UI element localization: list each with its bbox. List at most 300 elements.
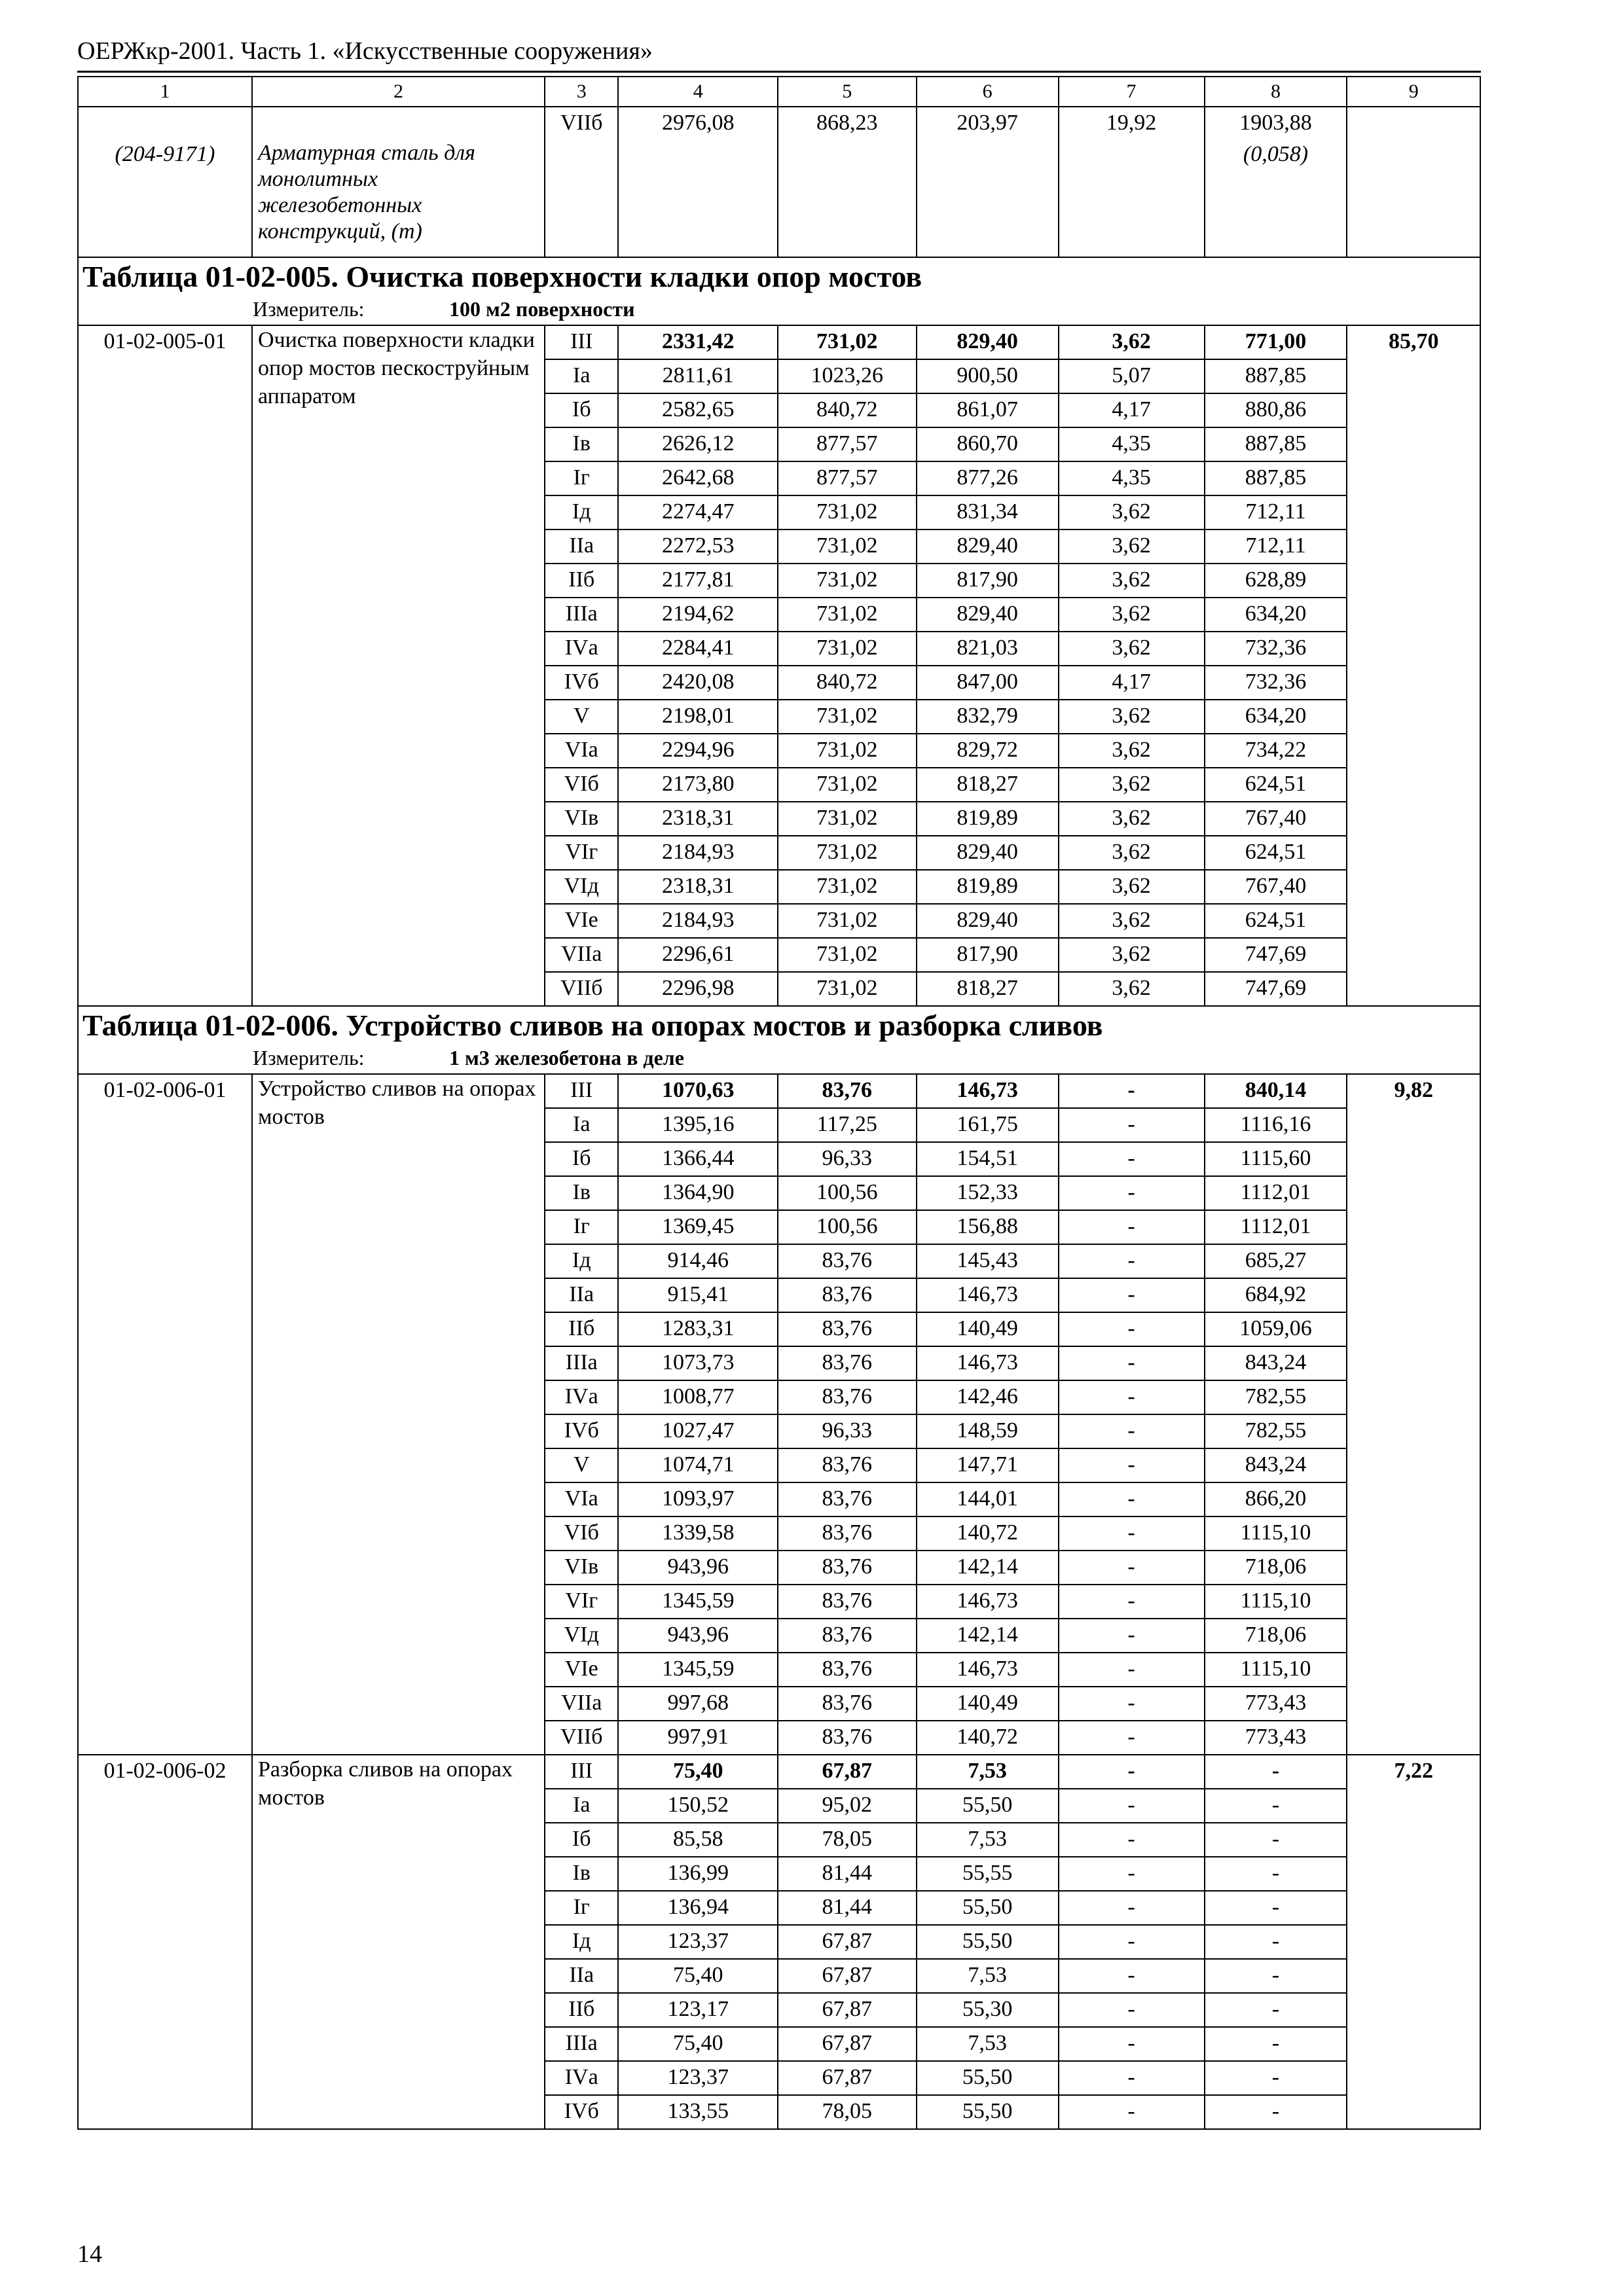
value-cell: 2811,61 bbox=[618, 359, 777, 393]
column-number: 2 bbox=[252, 77, 545, 107]
zone-cell: VIIб bbox=[545, 1721, 619, 1755]
zone-cell: VIд bbox=[545, 870, 619, 904]
value-cell: 161,75 bbox=[917, 1108, 1059, 1142]
zone-cell: V bbox=[545, 1448, 619, 1482]
value-cell: 75,40 bbox=[618, 2027, 777, 2061]
value-cell: 731,02 bbox=[778, 734, 917, 768]
value-cell: 85,58 bbox=[618, 1823, 777, 1857]
value-cell: 860,70 bbox=[917, 427, 1059, 461]
zone-cell: Iа bbox=[545, 359, 619, 393]
value-cell: 55,50 bbox=[917, 1925, 1059, 1959]
value-cell: 146,73 bbox=[917, 1278, 1059, 1312]
zone-cell: VIв bbox=[545, 802, 619, 836]
value-cell: - bbox=[1059, 1619, 1205, 1653]
value-cell: 81,44 bbox=[778, 1857, 917, 1891]
value-cell: - bbox=[1059, 1278, 1205, 1312]
value-cell: - bbox=[1059, 1312, 1205, 1346]
zone-cell: IIIа bbox=[545, 1346, 619, 1380]
value-cell: 1073,73 bbox=[618, 1346, 777, 1380]
item-description: Очистка поверхности кладки опор мостов пескоструйным аппаратом bbox=[252, 325, 545, 1006]
value-cell: 83,76 bbox=[778, 1380, 917, 1414]
value-cell: 83,76 bbox=[778, 1687, 917, 1721]
measurement-unit-value: 100 м2 поверхности bbox=[449, 297, 635, 321]
value-cell: 997,68 bbox=[618, 1687, 777, 1721]
value-cell: 712,11 bbox=[1205, 529, 1347, 564]
labor-cost-cell: 7,22 bbox=[1347, 1755, 1480, 2129]
zone-cell: VIб bbox=[545, 768, 619, 802]
zone-cell: IVб bbox=[545, 666, 619, 700]
value-cell: 1112,01 bbox=[1205, 1176, 1347, 1210]
value-cell: 96,33 bbox=[778, 1414, 917, 1448]
zone-cell: III bbox=[545, 1755, 619, 1789]
table-title: Таблица 01-02-005. Очистка поверхности кладки опор мостов bbox=[82, 260, 922, 293]
value-cell: - bbox=[1205, 2027, 1347, 2061]
value-cell: - bbox=[1059, 1482, 1205, 1516]
price-table bbox=[77, 76, 1481, 2130]
value-cell: 731,02 bbox=[778, 768, 917, 802]
value-cell: 1115,10 bbox=[1205, 1585, 1347, 1619]
zone-cell: III bbox=[545, 325, 619, 359]
material-code-text: (204-9171) bbox=[115, 142, 215, 166]
value-cell: - bbox=[1205, 2095, 1347, 2129]
value-cell: - bbox=[1059, 1993, 1205, 2027]
value-cell: 997,91 bbox=[618, 1721, 777, 1755]
value-cell: 1008,77 bbox=[618, 1380, 777, 1414]
zone-cell: VIIа bbox=[545, 1687, 619, 1721]
value-cell: 142,14 bbox=[917, 1619, 1059, 1653]
value-cell: 55,55 bbox=[917, 1857, 1059, 1891]
zone-cell: Iб bbox=[545, 1142, 619, 1176]
zone-cell: V bbox=[545, 700, 619, 734]
material-description bbox=[252, 107, 545, 257]
zone-cell: Iд bbox=[545, 1925, 619, 1959]
value-cell: - bbox=[1059, 1585, 1205, 1619]
measurement-unit-line bbox=[82, 1045, 1476, 1073]
value-cell: 731,02 bbox=[778, 598, 917, 632]
value-cell: 1345,59 bbox=[618, 1585, 777, 1619]
value-cell: 1395,16 bbox=[618, 1108, 777, 1142]
value-cell: 2194,62 bbox=[618, 598, 777, 632]
value-cell: 829,40 bbox=[917, 529, 1059, 564]
value-cell: - bbox=[1059, 1516, 1205, 1551]
value-cell: 732,36 bbox=[1205, 666, 1347, 700]
column-number: 1 bbox=[78, 77, 252, 107]
item-code: 01-02-006-02 bbox=[78, 1755, 252, 2129]
table-row bbox=[78, 1074, 1480, 1108]
value-cell: 3,62 bbox=[1059, 972, 1205, 1006]
value-cell: 861,07 bbox=[917, 393, 1059, 427]
value-cell: 2976,08 bbox=[618, 107, 777, 257]
value-cell: 2184,93 bbox=[618, 836, 777, 870]
value-cell: 83,76 bbox=[778, 1312, 917, 1346]
value-cell: 148,59 bbox=[917, 1414, 1059, 1448]
value-cell: 624,51 bbox=[1205, 904, 1347, 938]
zone-cell: IIа bbox=[545, 1959, 619, 1993]
value-cell: 731,02 bbox=[778, 802, 917, 836]
zone-cell: Iа bbox=[545, 1789, 619, 1823]
value-cell: 877,57 bbox=[778, 461, 917, 495]
zone-cell: IIа bbox=[545, 1278, 619, 1312]
value-cell: 144,01 bbox=[917, 1482, 1059, 1516]
value-cell: - bbox=[1059, 1244, 1205, 1278]
zone-cell: III bbox=[545, 1074, 619, 1108]
value-cell: 78,05 bbox=[778, 2095, 917, 2129]
measurement-unit-label: Измеритель: bbox=[253, 297, 365, 321]
value-cell: - bbox=[1205, 1925, 1347, 1959]
value-cell: 831,34 bbox=[917, 495, 1059, 529]
value-cell: - bbox=[1059, 2095, 1205, 2129]
value-cell: 767,40 bbox=[1205, 802, 1347, 836]
value-cell: 634,20 bbox=[1205, 598, 1347, 632]
value-cell: - bbox=[1205, 1993, 1347, 2027]
value-cell: 145,43 bbox=[917, 1244, 1059, 1278]
value-cell: 1369,45 bbox=[618, 1210, 777, 1244]
value-cell: 731,02 bbox=[778, 904, 917, 938]
zone-cell: VIг bbox=[545, 836, 619, 870]
zone-cell: Iг bbox=[545, 1210, 619, 1244]
value-cell: 2274,47 bbox=[618, 495, 777, 529]
table-title-cell bbox=[78, 257, 1480, 325]
item-description: Разборка сливов на опорах мостов bbox=[252, 1755, 545, 2129]
value-cell: 7,53 bbox=[917, 1755, 1059, 1789]
value-cell: 771,00 bbox=[1205, 325, 1347, 359]
value-cell: 67,87 bbox=[778, 1959, 917, 1993]
zone-cell: IVб bbox=[545, 1414, 619, 1448]
value-cell: - bbox=[1059, 1653, 1205, 1687]
table-row bbox=[78, 325, 1480, 359]
value-cell: 136,99 bbox=[618, 1857, 777, 1891]
value-cell: 1115,60 bbox=[1205, 1142, 1347, 1176]
value-cell: 123,37 bbox=[618, 1925, 777, 1959]
empty-cell bbox=[1347, 107, 1480, 257]
value-cell: - bbox=[1059, 1959, 1205, 1993]
value-cell: 7,53 bbox=[917, 1959, 1059, 1993]
value-cell: 140,72 bbox=[917, 1721, 1059, 1755]
value-cell: 817,90 bbox=[917, 564, 1059, 598]
value-cell: 83,76 bbox=[778, 1653, 917, 1687]
value-cell: 887,85 bbox=[1205, 461, 1347, 495]
value-cell: 133,55 bbox=[618, 2095, 777, 2129]
value-cell: 731,02 bbox=[778, 700, 917, 734]
value-cell: 1023,26 bbox=[778, 359, 917, 393]
value-cell: - bbox=[1205, 1755, 1347, 1789]
item-code: 01-02-006-01 bbox=[78, 1074, 252, 1755]
value-cell: 83,76 bbox=[778, 1244, 917, 1278]
value-cell: - bbox=[1059, 1755, 1205, 1789]
value-cell: 55,50 bbox=[917, 2061, 1059, 2095]
value-cell: 146,73 bbox=[917, 1074, 1059, 1108]
value-cell: - bbox=[1059, 1448, 1205, 1482]
value-cell: 55,50 bbox=[917, 2095, 1059, 2129]
value-cell: 829,72 bbox=[917, 734, 1059, 768]
value-cell: - bbox=[1059, 1891, 1205, 1925]
value-cell: - bbox=[1059, 1176, 1205, 1210]
value-cell: 83,76 bbox=[778, 1551, 917, 1585]
value-cell: 3,62 bbox=[1059, 802, 1205, 836]
labor-cost-cell: 85,70 bbox=[1347, 325, 1480, 1006]
value-cell: 819,89 bbox=[917, 870, 1059, 904]
value-cell: 634,20 bbox=[1205, 700, 1347, 734]
value-cell: - bbox=[1059, 1380, 1205, 1414]
value-cell: 628,89 bbox=[1205, 564, 1347, 598]
zone-cell: Iб bbox=[545, 393, 619, 427]
value-cell: 1339,58 bbox=[618, 1516, 777, 1551]
value-cell: 146,73 bbox=[917, 1346, 1059, 1380]
value-cell: 142,46 bbox=[917, 1380, 1059, 1414]
value-cell: 868,23 bbox=[778, 107, 917, 257]
value-cell: 3,62 bbox=[1059, 598, 1205, 632]
value-cell: 75,40 bbox=[618, 1755, 777, 1789]
zone-cell: Iб bbox=[545, 1823, 619, 1857]
value-cell: 847,00 bbox=[917, 666, 1059, 700]
value-cell: - bbox=[1205, 1823, 1347, 1857]
value-cell: 100,56 bbox=[778, 1176, 917, 1210]
value-cell: 4,17 bbox=[1059, 393, 1205, 427]
value-cell: 2184,93 bbox=[618, 904, 777, 938]
value-cell: 731,02 bbox=[778, 325, 917, 359]
value-cell: 3,62 bbox=[1059, 495, 1205, 529]
value-cell: 782,55 bbox=[1205, 1380, 1347, 1414]
value-cell: 203,97 bbox=[917, 107, 1059, 257]
value-cell: 67,87 bbox=[778, 1993, 917, 2027]
value-cell: 2296,61 bbox=[618, 938, 777, 972]
value-cell: - bbox=[1059, 1551, 1205, 1585]
value-cell: 731,02 bbox=[778, 632, 917, 666]
zone-cell: Iа bbox=[545, 1108, 619, 1142]
value-cell: 146,73 bbox=[917, 1653, 1059, 1687]
value-cell: 829,40 bbox=[917, 836, 1059, 870]
value-cell: 123,37 bbox=[618, 2061, 777, 2095]
zone-cell: VIб bbox=[545, 1516, 619, 1551]
column-number-row bbox=[78, 77, 1480, 107]
table-title-cell bbox=[78, 1006, 1480, 1074]
value-cell: 943,96 bbox=[618, 1619, 777, 1653]
column-number: 7 bbox=[1059, 77, 1205, 107]
carryover-row bbox=[78, 107, 1480, 257]
zone-cell: IIб bbox=[545, 1993, 619, 2027]
value-cell: 866,20 bbox=[1205, 1482, 1347, 1516]
value-cell: 3,62 bbox=[1059, 768, 1205, 802]
zone-cell: IIб bbox=[545, 1312, 619, 1346]
value-cell: 767,40 bbox=[1205, 870, 1347, 904]
value-cell: 2177,81 bbox=[618, 564, 777, 598]
value-cell: 732,36 bbox=[1205, 632, 1347, 666]
value-cell: 718,06 bbox=[1205, 1551, 1347, 1585]
value-cell: 3,62 bbox=[1059, 700, 1205, 734]
value-cell: 3,62 bbox=[1059, 529, 1205, 564]
value-cell: 1112,01 bbox=[1205, 1210, 1347, 1244]
value-cell: 1345,59 bbox=[618, 1653, 777, 1687]
value-cell-with-note bbox=[1205, 107, 1347, 257]
value-cell: 83,76 bbox=[778, 1721, 917, 1755]
value-cell: 83,76 bbox=[778, 1516, 917, 1551]
value-cell: 1366,44 bbox=[618, 1142, 777, 1176]
value-cell: 136,94 bbox=[618, 1891, 777, 1925]
value-cell: 75,40 bbox=[618, 1959, 777, 1993]
value-cell: 731,02 bbox=[778, 495, 917, 529]
zone-cell: VIIб bbox=[545, 107, 619, 257]
table-title-row bbox=[78, 1006, 1480, 1074]
header-rule bbox=[77, 71, 1481, 73]
value-cell: 840,72 bbox=[778, 666, 917, 700]
table-row bbox=[78, 1755, 1480, 1789]
value-cell: 887,85 bbox=[1205, 359, 1347, 393]
value-cell: 843,24 bbox=[1205, 1448, 1347, 1482]
value-cell: 840,14 bbox=[1205, 1074, 1347, 1108]
value-cell: 818,27 bbox=[917, 972, 1059, 1006]
measurement-unit-line bbox=[82, 296, 1476, 325]
value-cell: - bbox=[1205, 1857, 1347, 1891]
value-cell: 1364,90 bbox=[618, 1176, 777, 1210]
value-cell: - bbox=[1059, 1346, 1205, 1380]
value-cell: 829,40 bbox=[917, 325, 1059, 359]
value-cell: 3,62 bbox=[1059, 938, 1205, 972]
value-cell: 7,53 bbox=[917, 1823, 1059, 1857]
zone-cell: Iв bbox=[545, 427, 619, 461]
value-cell: 1093,97 bbox=[618, 1482, 777, 1516]
value-cell: - bbox=[1059, 1687, 1205, 1721]
value-cell: - bbox=[1059, 1789, 1205, 1823]
value-cell: 1074,71 bbox=[618, 1448, 777, 1482]
value-cell: 55,50 bbox=[917, 1789, 1059, 1823]
value-cell: 887,85 bbox=[1205, 427, 1347, 461]
value-cell: 821,03 bbox=[917, 632, 1059, 666]
column-number: 8 bbox=[1205, 77, 1347, 107]
value-cell: 819,89 bbox=[917, 802, 1059, 836]
value-cell: 55,50 bbox=[917, 1891, 1059, 1925]
value-cell: - bbox=[1059, 1210, 1205, 1244]
labor-cost-cell: 9,82 bbox=[1347, 1074, 1480, 1755]
value-cell: 67,87 bbox=[778, 1755, 917, 1789]
value-cell: 140,49 bbox=[917, 1312, 1059, 1346]
value-cell: 67,87 bbox=[778, 2027, 917, 2061]
zone-cell: Iд bbox=[545, 495, 619, 529]
column-number: 3 bbox=[545, 77, 619, 107]
value-cell: 624,51 bbox=[1205, 768, 1347, 802]
zone-cell: Iг bbox=[545, 461, 619, 495]
material-description-text: Арматурная сталь для монолитных железобетонных конструкций, (т) bbox=[257, 141, 475, 243]
value-cell: 731,02 bbox=[778, 564, 917, 598]
value-cell: 146,73 bbox=[917, 1585, 1059, 1619]
value-cell: 900,50 bbox=[917, 359, 1059, 393]
value-cell: 843,24 bbox=[1205, 1346, 1347, 1380]
value-cell: 154,51 bbox=[917, 1142, 1059, 1176]
zone-cell: IIб bbox=[545, 564, 619, 598]
column-number: 6 bbox=[917, 77, 1059, 107]
measurement-unit-value: 1 м3 железобетона в деле bbox=[449, 1046, 684, 1069]
value-cell: 3,62 bbox=[1059, 564, 1205, 598]
value-cell: 78,05 bbox=[778, 1823, 917, 1857]
value-cell: 1116,16 bbox=[1205, 1108, 1347, 1142]
value-cell: 829,40 bbox=[917, 904, 1059, 938]
value-cell: 19,92 bbox=[1059, 107, 1205, 257]
item-description: Устройство сливов на опорах мостов bbox=[252, 1074, 545, 1755]
value-cell: 7,53 bbox=[917, 2027, 1059, 2061]
value-cell: 156,88 bbox=[917, 1210, 1059, 1244]
value-cell: 2198,01 bbox=[618, 700, 777, 734]
value-cell: 2173,80 bbox=[618, 768, 777, 802]
value-cell: 3,62 bbox=[1059, 870, 1205, 904]
value-cell: 3,62 bbox=[1059, 325, 1205, 359]
value-cell: 2284,41 bbox=[618, 632, 777, 666]
value-cell: 140,49 bbox=[917, 1687, 1059, 1721]
value-cell: - bbox=[1205, 2061, 1347, 2095]
value-cell: - bbox=[1205, 1959, 1347, 1993]
column-number: 9 bbox=[1347, 77, 1480, 107]
page-number: 14 bbox=[77, 2240, 102, 2268]
zone-cell: IIIа bbox=[545, 2027, 619, 2061]
value-cell: - bbox=[1059, 1721, 1205, 1755]
value-cell: 3,62 bbox=[1059, 734, 1205, 768]
value-cell: 773,43 bbox=[1205, 1687, 1347, 1721]
value-cell: 67,87 bbox=[778, 2061, 917, 2095]
value-cell: 2272,53 bbox=[618, 529, 777, 564]
value-cell: - bbox=[1059, 1857, 1205, 1891]
table-title-row bbox=[78, 257, 1480, 325]
value-cell: 1027,47 bbox=[618, 1414, 777, 1448]
value-cell: 914,46 bbox=[618, 1244, 777, 1278]
zone-cell: IVа bbox=[545, 632, 619, 666]
value-cell: - bbox=[1059, 1108, 1205, 1142]
value-cell: 2318,31 bbox=[618, 802, 777, 836]
value-cell: 83,76 bbox=[778, 1448, 917, 1482]
value-cell: 2582,65 bbox=[618, 393, 777, 427]
value-cell: 1115,10 bbox=[1205, 1653, 1347, 1687]
zone-cell: IVб bbox=[545, 2095, 619, 2129]
value-cell: 150,52 bbox=[618, 1789, 777, 1823]
material-code bbox=[78, 107, 252, 257]
value-note: (0,058) bbox=[1243, 142, 1309, 166]
value-cell: 81,44 bbox=[778, 1891, 917, 1925]
value-cell: 818,27 bbox=[917, 768, 1059, 802]
value-cell: 83,76 bbox=[778, 1585, 917, 1619]
zone-cell: IVа bbox=[545, 1380, 619, 1414]
value-cell: 96,33 bbox=[778, 1142, 917, 1176]
value-cell: - bbox=[1059, 1414, 1205, 1448]
zone-cell: VIв bbox=[545, 1551, 619, 1585]
value-cell: 83,76 bbox=[778, 1278, 917, 1312]
value-cell: 1070,63 bbox=[618, 1074, 777, 1108]
value-cell: 731,02 bbox=[778, 938, 917, 972]
zone-cell: VIе bbox=[545, 904, 619, 938]
value-cell: - bbox=[1059, 1925, 1205, 1959]
value-text: 1903,88 bbox=[1239, 111, 1312, 135]
value-cell: 152,33 bbox=[917, 1176, 1059, 1210]
zone-cell: VIа bbox=[545, 734, 619, 768]
value-cell: 2294,96 bbox=[618, 734, 777, 768]
value-cell: 877,57 bbox=[778, 427, 917, 461]
zone-cell: Iв bbox=[545, 1857, 619, 1891]
value-cell: 67,87 bbox=[778, 1925, 917, 1959]
zone-cell: VIа bbox=[545, 1482, 619, 1516]
value-cell: 747,69 bbox=[1205, 938, 1347, 972]
column-number: 5 bbox=[778, 77, 917, 107]
value-cell: 915,41 bbox=[618, 1278, 777, 1312]
value-cell: 1115,10 bbox=[1205, 1516, 1347, 1551]
value-cell: 142,14 bbox=[917, 1551, 1059, 1585]
value-cell: 2296,98 bbox=[618, 972, 777, 1006]
value-cell: 1283,31 bbox=[618, 1312, 777, 1346]
value-cell: - bbox=[1205, 1789, 1347, 1823]
zone-cell: Iг bbox=[545, 1891, 619, 1925]
zone-cell: VIе bbox=[545, 1653, 619, 1687]
value-cell: 685,27 bbox=[1205, 1244, 1347, 1278]
value-cell: 83,76 bbox=[778, 1482, 917, 1516]
value-cell: 83,76 bbox=[778, 1074, 917, 1108]
table-title: Таблица 01-02-006. Устройство сливов на опорах мостов и разборка сливов bbox=[82, 1009, 1103, 1042]
value-cell: 147,71 bbox=[917, 1448, 1059, 1482]
value-cell: 718,06 bbox=[1205, 1619, 1347, 1653]
